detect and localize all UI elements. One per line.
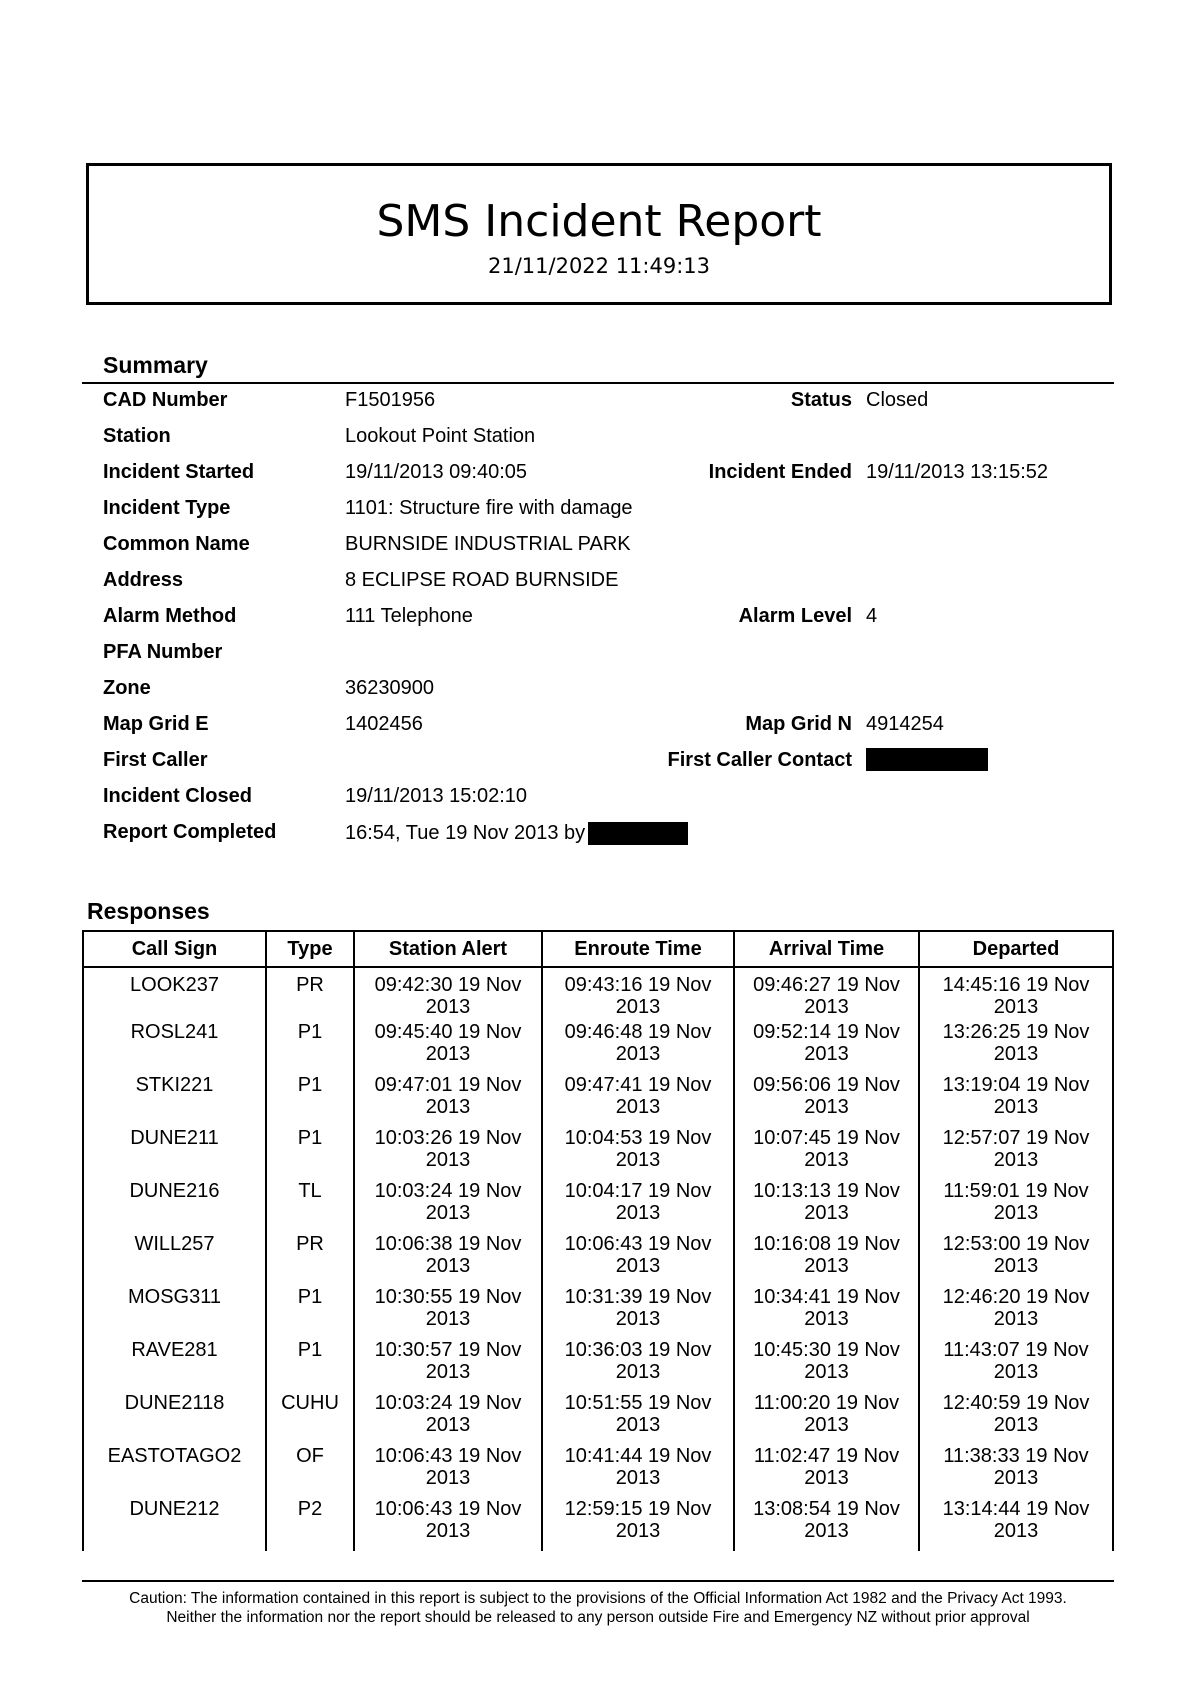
arrival-time-cell-datetime: 10:07:45 19 Nov xyxy=(753,1127,900,1149)
report-completed-text: 16:54, Tue 19 Nov 2013 by xyxy=(345,821,586,844)
enroute-time-cell-year: 2013 xyxy=(615,1149,661,1171)
enroute-time-cell-year: 2013 xyxy=(615,1096,661,1118)
type-cell: P1 xyxy=(266,1021,354,1074)
departed-cell xyxy=(919,1127,1113,1180)
type-cell: P1 xyxy=(266,1074,354,1127)
station-alert-cell xyxy=(354,1498,542,1551)
station-alert-cell-year: 2013 xyxy=(425,1467,471,1489)
zone-value: 36230900 xyxy=(345,677,434,699)
column-header-enroute-time: Enroute Time xyxy=(542,931,734,967)
arrival-time-cell-year: 2013 xyxy=(804,1043,849,1065)
station-alert-cell-datetime: 10:30:57 19 Nov xyxy=(374,1339,522,1361)
type-cell: CUHU xyxy=(266,1392,354,1445)
departed-cell-year: 2013 xyxy=(993,1096,1039,1118)
departed-cell-year: 2013 xyxy=(993,1467,1039,1489)
station-alert-cell-datetime: 09:45:40 19 Nov xyxy=(374,1021,522,1043)
caution-footer xyxy=(82,1589,1114,1627)
report-title: SMS Incident Report xyxy=(376,196,822,247)
arrival-time-cell-year: 2013 xyxy=(804,1096,849,1118)
arrival-time-cell xyxy=(734,1021,919,1074)
station-alert-cell xyxy=(354,1180,542,1233)
map-grid-e-label: Map Grid E xyxy=(103,713,209,735)
departed-cell xyxy=(919,1445,1113,1498)
column-header-call-sign: Call Sign xyxy=(83,931,266,967)
arrival-time-cell xyxy=(734,1392,919,1445)
departed-cell-datetime: 11:43:07 19 Nov xyxy=(943,1339,1089,1361)
call-sign-cell: DUNE212 xyxy=(83,1498,266,1551)
departed-cell xyxy=(919,1180,1113,1233)
caution-line-1: Caution: The information contained in this report is subject to the provisions of the Official Information Act 1982 and the Privacy Act 1993. xyxy=(129,1590,1067,1607)
map-grid-e-value: 1402456 xyxy=(345,713,423,735)
call-sign-cell: RAVE281 xyxy=(83,1339,266,1392)
station-alert-cell xyxy=(354,1392,542,1445)
enroute-time-cell-datetime: 12:59:15 19 Nov xyxy=(564,1498,712,1520)
status-label: Status xyxy=(790,389,852,411)
zone-label: Zone xyxy=(103,677,151,699)
call-sign-cell: DUNE2118 xyxy=(83,1392,266,1445)
call-sign-cell: STKI221 xyxy=(83,1074,266,1127)
summary-divider xyxy=(82,382,1114,384)
departed-cell-year: 2013 xyxy=(993,996,1039,1018)
arrival-time-cell xyxy=(734,1339,919,1392)
table-row xyxy=(83,1392,1113,1445)
enroute-time-cell xyxy=(542,1233,734,1286)
enroute-time-cell xyxy=(542,1498,734,1551)
departed-cell-year: 2013 xyxy=(993,1202,1039,1224)
arrival-time-cell xyxy=(734,1074,919,1127)
station-alert-cell xyxy=(354,1339,542,1392)
station-alert-cell-year: 2013 xyxy=(425,996,471,1018)
station-alert-cell xyxy=(354,1286,542,1339)
column-header-station-alert: Station Alert xyxy=(354,931,542,967)
enroute-time-cell-year: 2013 xyxy=(615,1043,661,1065)
arrival-time-cell xyxy=(734,1233,919,1286)
station-alert-cell xyxy=(354,1021,542,1074)
call-sign-cell: WILL257 xyxy=(83,1233,266,1286)
arrival-time-cell xyxy=(734,1498,919,1551)
station-value: Lookout Point Station xyxy=(345,425,536,447)
incident-started-value: 19/11/2013 09:40:05 xyxy=(345,461,528,483)
alarm-method-label: Alarm Method xyxy=(103,605,237,627)
type-cell: P1 xyxy=(266,1286,354,1339)
station-alert-cell-datetime: 09:42:30 19 Nov xyxy=(374,974,522,996)
station-alert-cell-datetime: 10:03:24 19 Nov xyxy=(374,1392,522,1414)
arrival-time-cell-year: 2013 xyxy=(804,996,849,1018)
cad-number-value: F1501956 xyxy=(345,389,436,411)
call-sign-cell: EASTOTAGO2 xyxy=(83,1445,266,1498)
station-alert-cell-year: 2013 xyxy=(425,1255,471,1277)
footer-divider xyxy=(82,1580,1114,1582)
arrival-time-cell-datetime: 11:02:47 19 Nov xyxy=(753,1445,900,1467)
incident-ended-label: Incident Ended xyxy=(708,461,852,483)
enroute-time-cell-year: 2013 xyxy=(615,1202,661,1224)
table-row xyxy=(83,1233,1113,1286)
type-cell: TL xyxy=(266,1180,354,1233)
departed-cell xyxy=(919,1286,1113,1339)
incident-type-value: 1101: Structure fire with damage xyxy=(345,497,633,519)
call-sign-cell: MOSG311 xyxy=(83,1286,266,1339)
station-alert-cell-datetime: 10:06:38 19 Nov xyxy=(374,1233,522,1255)
arrival-time-cell xyxy=(734,1127,919,1180)
arrival-time-cell-datetime: 09:56:06 19 Nov xyxy=(753,1074,900,1096)
departed-cell-datetime: 13:26:25 19 Nov xyxy=(942,1021,1090,1043)
departed-cell-datetime: 12:46:20 19 Nov xyxy=(942,1286,1090,1308)
enroute-time-cell xyxy=(542,1392,734,1445)
arrival-time-cell-year: 2013 xyxy=(804,1467,849,1489)
type-cell: P1 xyxy=(266,1339,354,1392)
enroute-time-cell-datetime: 10:41:44 19 Nov xyxy=(564,1445,712,1467)
station-alert-cell-year: 2013 xyxy=(425,1096,471,1118)
departed-cell-year: 2013 xyxy=(993,1361,1039,1383)
station-alert-cell-datetime: 10:06:43 19 Nov xyxy=(374,1498,522,1520)
type-cell: PR xyxy=(266,1233,354,1286)
station-alert-cell-year: 2013 xyxy=(425,1043,471,1065)
departed-cell xyxy=(919,967,1113,1021)
enroute-time-cell-year: 2013 xyxy=(615,1361,661,1383)
alarm-level-label: Alarm Level xyxy=(738,605,852,627)
departed-cell-datetime: 13:19:04 19 Nov xyxy=(942,1074,1090,1096)
departed-cell xyxy=(919,1233,1113,1286)
common-name-label: Common Name xyxy=(103,533,250,555)
departed-cell-datetime: 12:57:07 19 Nov xyxy=(942,1127,1090,1149)
station-label: Station xyxy=(103,425,171,447)
station-alert-cell-datetime: 09:47:01 19 Nov xyxy=(374,1074,522,1096)
departed-cell xyxy=(919,1074,1113,1127)
report-completed-value xyxy=(345,822,688,845)
report-completed-label: Report Completed xyxy=(103,821,277,843)
departed-cell-year: 2013 xyxy=(993,1520,1039,1542)
incident-closed-value: 19/11/2013 15:02:10 xyxy=(345,785,528,807)
call-sign-cell: ROSL241 xyxy=(83,1021,266,1074)
enroute-time-cell-datetime: 10:04:53 19 Nov xyxy=(564,1127,712,1149)
station-alert-cell xyxy=(354,1233,542,1286)
table-row xyxy=(83,1021,1113,1074)
enroute-time-cell xyxy=(542,1286,734,1339)
departed-cell-year: 2013 xyxy=(993,1255,1039,1277)
enroute-time-cell-year: 2013 xyxy=(615,1467,661,1489)
first-caller-contact-label: First Caller Contact xyxy=(667,749,852,771)
first-caller-label: First Caller xyxy=(103,749,208,771)
table-row xyxy=(83,1339,1113,1392)
redaction-block xyxy=(588,822,688,845)
station-alert-cell-year: 2013 xyxy=(425,1414,471,1436)
enroute-time-cell-year: 2013 xyxy=(615,996,661,1018)
station-alert-cell-datetime: 10:30:55 19 Nov xyxy=(374,1286,522,1308)
station-alert-cell-year: 2013 xyxy=(425,1202,471,1224)
enroute-time-cell xyxy=(542,1074,734,1127)
arrival-time-cell-datetime: 10:34:41 19 Nov xyxy=(753,1286,900,1308)
departed-cell-datetime: 11:59:01 19 Nov xyxy=(943,1180,1089,1202)
enroute-time-cell-datetime: 10:51:55 19 Nov xyxy=(564,1392,712,1414)
address-label: Address xyxy=(103,569,184,591)
station-alert-cell-year: 2013 xyxy=(425,1308,471,1330)
responses-table-body xyxy=(83,967,1113,1551)
table-row xyxy=(83,967,1113,1021)
arrival-time-cell-year: 2013 xyxy=(804,1149,849,1171)
table-header-row xyxy=(83,931,1113,967)
alarm-method-value: 111 Telephone xyxy=(345,605,473,627)
enroute-time-cell-datetime: 10:04:17 19 Nov xyxy=(564,1180,712,1202)
departed-cell-year: 2013 xyxy=(993,1414,1039,1436)
map-grid-n-label: Map Grid N xyxy=(745,713,852,735)
departed-cell xyxy=(919,1339,1113,1392)
table-row xyxy=(83,1445,1113,1498)
station-alert-cell xyxy=(354,967,542,1021)
arrival-time-cell xyxy=(734,1286,919,1339)
arrival-time-cell-datetime: 11:00:20 19 Nov xyxy=(753,1392,900,1414)
departed-cell-datetime: 12:40:59 19 Nov xyxy=(942,1392,1090,1414)
summary-heading: Summary xyxy=(103,352,208,378)
enroute-time-cell-datetime: 09:47:41 19 Nov xyxy=(564,1074,712,1096)
enroute-time-cell-datetime: 10:31:39 19 Nov xyxy=(564,1286,712,1308)
call-sign-cell: LOOK237 xyxy=(83,967,266,1021)
arrival-time-cell-year: 2013 xyxy=(804,1361,849,1383)
enroute-time-cell-datetime: 09:43:16 19 Nov xyxy=(564,974,712,996)
alarm-level-value: 4 xyxy=(866,605,878,627)
common-name-value: BURNSIDE INDUSTRIAL PARK xyxy=(345,533,631,555)
pfa-number-label: PFA Number xyxy=(103,641,223,663)
station-alert-cell-datetime: 10:03:24 19 Nov xyxy=(374,1180,522,1202)
arrival-time-cell-year: 2013 xyxy=(804,1414,849,1436)
type-cell: P1 xyxy=(266,1127,354,1180)
arrival-time-cell-year: 2013 xyxy=(804,1308,849,1330)
enroute-time-cell xyxy=(542,1127,734,1180)
departed-cell xyxy=(919,1021,1113,1074)
departed-cell-datetime: 12:53:00 19 Nov xyxy=(942,1233,1090,1255)
enroute-time-cell-year: 2013 xyxy=(615,1308,661,1330)
arrival-time-cell-year: 2013 xyxy=(804,1520,849,1542)
departed-cell-year: 2013 xyxy=(993,1308,1039,1330)
enroute-time-cell xyxy=(542,1445,734,1498)
column-header-arrival-time: Arrival Time xyxy=(734,931,919,967)
station-alert-cell-datetime: 10:06:43 19 Nov xyxy=(374,1445,522,1467)
table-row xyxy=(83,1074,1113,1127)
table-row xyxy=(83,1127,1113,1180)
arrival-time-cell-datetime: 13:08:54 19 Nov xyxy=(753,1498,900,1520)
departed-cell-datetime: 14:45:16 19 Nov xyxy=(942,974,1090,996)
arrival-time-cell xyxy=(734,1445,919,1498)
arrival-time-cell-datetime: 09:52:14 19 Nov xyxy=(753,1021,900,1043)
departed-cell-datetime: 11:38:33 19 Nov xyxy=(943,1445,1089,1467)
call-sign-cell: DUNE216 xyxy=(83,1180,266,1233)
station-alert-cell xyxy=(354,1445,542,1498)
enroute-time-cell-datetime: 10:06:43 19 Nov xyxy=(564,1233,712,1255)
responses-heading: Responses xyxy=(87,898,210,924)
redaction-block xyxy=(866,748,988,771)
departed-cell-year: 2013 xyxy=(993,1149,1039,1171)
table-row xyxy=(83,1498,1113,1551)
type-cell: OF xyxy=(266,1445,354,1498)
enroute-time-cell xyxy=(542,1339,734,1392)
address-value: 8 ECLIPSE ROAD BURNSIDE xyxy=(345,569,619,591)
report-title-box xyxy=(86,163,1112,305)
enroute-time-cell-datetime: 10:36:03 19 Nov xyxy=(564,1339,712,1361)
type-cell: PR xyxy=(266,967,354,1021)
station-alert-cell xyxy=(354,1074,542,1127)
departed-cell xyxy=(919,1392,1113,1445)
responses-table xyxy=(82,930,1114,1551)
arrival-time-cell-datetime: 09:46:27 19 Nov xyxy=(753,974,900,996)
incident-ended-value: 19/11/2013 13:15:52 xyxy=(866,461,1049,483)
departed-cell xyxy=(919,1498,1113,1551)
incident-type-label: Incident Type xyxy=(103,497,231,519)
call-sign-cell: DUNE211 xyxy=(83,1127,266,1180)
table-row xyxy=(83,1180,1113,1233)
departed-cell-datetime: 13:14:44 19 Nov xyxy=(942,1498,1090,1520)
arrival-time-cell-datetime: 10:16:08 19 Nov xyxy=(753,1233,900,1255)
type-cell: P2 xyxy=(266,1498,354,1551)
column-header-departed: Departed xyxy=(919,931,1113,967)
enroute-time-cell-year: 2013 xyxy=(615,1520,661,1542)
report-generated-timestamp: 21/11/2022 11:49:13 xyxy=(487,254,711,278)
column-header-type: Type xyxy=(266,931,354,967)
station-alert-cell-datetime: 10:03:26 19 Nov xyxy=(374,1127,522,1149)
enroute-time-cell xyxy=(542,1021,734,1074)
status-value: Closed xyxy=(866,389,929,411)
arrival-time-cell xyxy=(734,967,919,1021)
arrival-time-cell-datetime: 10:13:13 19 Nov xyxy=(753,1180,900,1202)
station-alert-cell-year: 2013 xyxy=(425,1361,471,1383)
first-caller-contact-value xyxy=(866,748,988,771)
table-row xyxy=(83,1286,1113,1339)
map-grid-n-value: 4914254 xyxy=(866,713,944,735)
arrival-time-cell-datetime: 10:45:30 19 Nov xyxy=(753,1339,900,1361)
departed-cell-year: 2013 xyxy=(993,1043,1039,1065)
station-alert-cell-year: 2013 xyxy=(425,1520,471,1542)
cad-number-label: CAD Number xyxy=(103,389,228,411)
enroute-time-cell-datetime: 09:46:48 19 Nov xyxy=(564,1021,712,1043)
caution-line-2: Neither the information nor the report should be released to any person outside Fire and Emergency NZ without prior approval xyxy=(166,1609,1030,1626)
enroute-time-cell-year: 2013 xyxy=(615,1255,661,1277)
enroute-time-cell xyxy=(542,1180,734,1233)
arrival-time-cell-year: 2013 xyxy=(804,1255,849,1277)
incident-started-label: Incident Started xyxy=(103,461,255,483)
station-alert-cell-year: 2013 xyxy=(425,1149,471,1171)
arrival-time-cell xyxy=(734,1180,919,1233)
station-alert-cell xyxy=(354,1127,542,1180)
incident-closed-label: Incident Closed xyxy=(103,785,252,807)
enroute-time-cell-year: 2013 xyxy=(615,1414,661,1436)
enroute-time-cell xyxy=(542,967,734,1021)
arrival-time-cell-year: 2013 xyxy=(804,1202,849,1224)
